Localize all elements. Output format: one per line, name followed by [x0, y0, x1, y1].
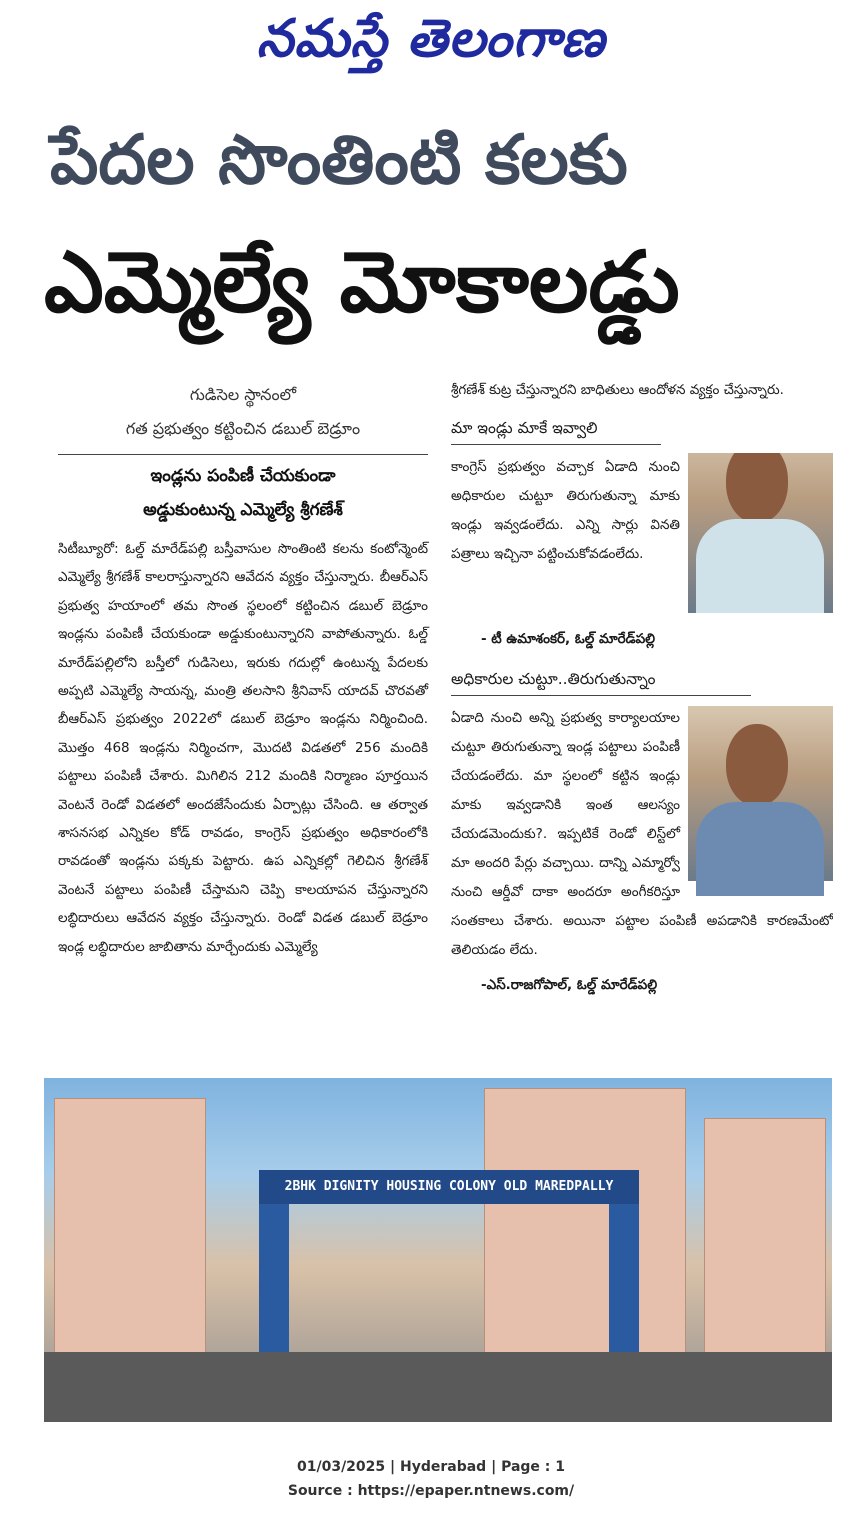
subheading-2: గత ప్రభుత్వం కట్టించిన డబుల్ బెడ్రూం: [125, 419, 361, 438]
subheading-1: గుడిసెల స్థానంలో: [189, 385, 297, 404]
masthead: [0, 8, 862, 78]
building-left: [54, 1098, 206, 1390]
face-shape: [726, 453, 788, 523]
quote-text-2: ఏడాది నుంచి అన్ని ప్రభుత్వ కార్యాలయాల చుట్టూ తిరుగుతున్నా ఇండ్ల పట్టాలు పంపిణీ చేయడంలేదు. మా స్థలంలో కట్టిన ఇండ్లు మాకు ఇవ్వడానికి ఇంత ఆలస్యం చేయడమెందుకు?. ఇప్పటికే రెండో లిస్ట్‌లో మా అందరి పేర్లు వచ్చాయి. దాన్ని ఎమ్మార్వో నుంచి ఆర్డీవో దాకా అందరూ అంగీకరిస్తూ సంతకాలు చేశారు. అయినా పట్టాల పంపిణీ అపడానికి కారణమేంటో తెలియడం లేదు.: [451, 710, 833, 958]
shirt-shape: [696, 802, 824, 896]
subheading-divider: [58, 454, 428, 455]
byline-2: -ఎస్.రాజగోపాల్, ఓల్డ్ మారేడ్‌పల్లి: [481, 977, 658, 993]
subheading-4: అడ్డుకుంటున్న ఎమ్మెల్యే శ్రీగణేశ్: [143, 500, 343, 520]
quote-block-1: [451, 453, 833, 619]
road: [44, 1352, 832, 1422]
portrait-photo-2: [688, 706, 833, 881]
face-shape: [726, 724, 788, 806]
page-footer: [0, 1455, 862, 1503]
quote-block-2: [451, 704, 833, 965]
right-column: [451, 378, 833, 999]
byline-1: - టీ ఉమాశంకర్, ఓల్డ్ మారేడ్‌పల్లి: [481, 631, 656, 647]
shirt-shape: [696, 519, 824, 613]
left-column: [58, 378, 428, 961]
subheading-3: ఇండ్లను పంపిణీ చేయకుండా: [150, 466, 336, 486]
footer-date-line: 01/03/2025 | Hyderabad | Page : 1: [296, 1459, 566, 1475]
section-title-2: అధికారుల చుట్టూ..తిరుగుతున్నాం: [451, 663, 751, 696]
colony-arch-sign: 2BHK DIGNITY HOUSING COLONY OLD MAREDPALLY: [259, 1170, 639, 1204]
quote-text-1: కాంగ్రెస్ ప్రభుత్వం వచ్చాక ఏడాది నుంచి అధికారుల చుట్టూ తిరుగుతున్నా మాకు ఇండ్లు ఇవ్వడంలేదు. ఎన్ని సార్లు వినతి పత్రాలు ఇచ్చినా పట్టించుకోవడంలేదు.: [451, 459, 680, 562]
section-title-1: మా ఇండ్లు మాకే ఇవ్వాలి: [451, 412, 661, 445]
masthead-title: నమస్తే తెలంగాణ: [256, 8, 606, 69]
article-continuation: శ్రీగణేశ్ కుట్ర చేస్తున్నారని బాధితులు ఆందోళన వ్యక్తం చేస్తున్నారు.: [451, 382, 784, 398]
portrait-photo-1: [688, 453, 833, 613]
headline-line-1: పేదల సొంతింటి కలకు: [50, 121, 628, 200]
headline-line-2: ఎమ్మెల్యే మోకాలడ్డు: [44, 233, 680, 331]
housing-colony-photo: [44, 1078, 832, 1422]
article-body: సిటీబ్యూరో: ఓల్డ్ మారేడ్‌పల్లి బస్తీవాసుల సొంతింటి కలను కంటోన్మెంట్ ఎమ్మెల్యే శ్రీగణేశ్ కాలరాస్తున్నారని ఆవేదన వ్యక్తం చేస్తున్నారు. బీఆర్ఎస్ ప్రభుత్వ హయాంలో తమ సొంత స్థలంలో కట్టించిన డబుల్ బెడ్రూం ఇండ్లను పంపిణీ చేయకుండా అడ్డుకుంటున్నారని వాపోతున్నారు. ఓల్డ్ మారేడ్‌పల్లిలోని బస్తీలో గుడిసెలు, ఇరుకు గదుల్లో ఉంటున్న పేదలకు అప్పటి ఎమ్మెల్యే సాయన్న, మంత్రి తలసాని శ్రీనివాస్ యాదవ్ చొరవతో బీఆర్ఎస్ ప్రభుత్వం 2022లో డబుల్ బెడ్రూం ఇండ్లను నిర్మించింది. మొత్తం 468 ఇండ్లను నిర్మించగా, మొదటి విడతలో 256 మందికి పట్టాలు పంపిణీ చేశారు. మిగిలిన 212 మందికి నిర్మాణం పూర్తయిన వెంటనే రెండో విడతలో అందజేసేందుకు ఏర్పాట్లు చేసింది. ఆ తర్వాత శాసనసభ ఎన్నికల కోడ్ రావడం, కాంగ్రెస్ ప్రభుత్వం అధికారంలోకి రావడంతో ఇండ్లను పక్కకు పెట్టారు. ఉప ఎన్నికల్లో గెలిచిన శ్రీగణేశ్ వెంటనే పట్టాలు పంపిణీ చేస్తామని చెప్పి కాలయాపన చేస్తున్నారని లబ్ధిదారులు ఆవేదన వ్యక్తం చేస్తున్నారు. రెండో విడత డబుల్ బెడ్రూం ఇండ్ల లబ్ధిదారుల జాబితాను మార్చేందుకు ఎమ్మెల్యే: [58, 541, 428, 955]
building-right: [484, 1088, 686, 1390]
footer-source-line: Source : https://epaper.ntnews.com/: [287, 1483, 575, 1499]
